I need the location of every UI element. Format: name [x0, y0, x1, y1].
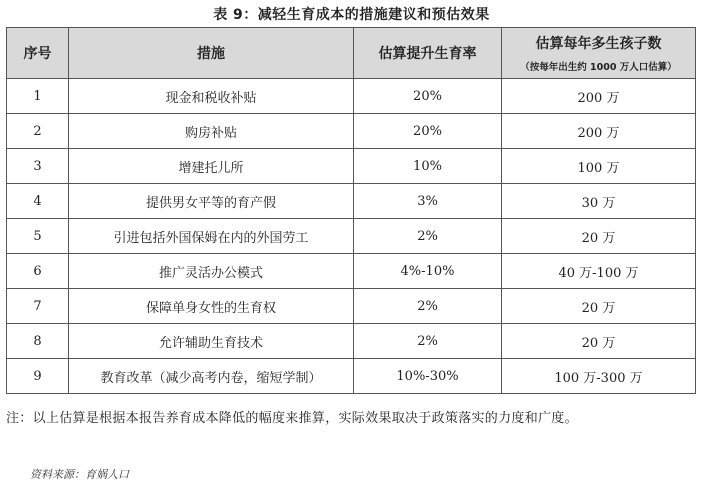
- cell-births: 20 万: [502, 289, 696, 324]
- header-births: [502, 28, 696, 79]
- table-row: [7, 289, 696, 324]
- cell-rate: 10%: [354, 149, 502, 184]
- cell-index: 3: [7, 149, 69, 184]
- table-header-row: [7, 28, 696, 79]
- cell-measure: 增建托儿所: [69, 149, 354, 184]
- cell-index: 2: [7, 114, 69, 149]
- cell-measure: 引进包括外国保姆在内的外国劳工: [69, 219, 354, 254]
- cell-rate: 10%-30%: [354, 359, 502, 394]
- cell-measure: 推广灵活办公模式: [69, 254, 354, 289]
- table-row: [7, 114, 696, 149]
- table-row: [7, 254, 696, 289]
- cell-births: 20 万: [502, 219, 696, 254]
- cell-births: 30 万: [502, 184, 696, 219]
- table-row: [7, 79, 696, 114]
- cell-rate: 20%: [354, 79, 502, 114]
- cell-rate: 3%: [354, 184, 502, 219]
- cell-index: 4: [7, 184, 69, 219]
- cell-measure: 现金和税收补贴: [69, 79, 354, 114]
- cell-measure: 教育改革（减少高考内卷，缩短学制）: [69, 359, 354, 394]
- cell-rate: 20%: [354, 114, 502, 149]
- source-line: 资料来源：育娲人口: [30, 468, 129, 481]
- cell-measure: 购房补贴: [69, 114, 354, 149]
- table-row: [7, 184, 696, 219]
- table-title: 表 9：减轻生育成本的措施建议和预估效果: [213, 7, 490, 23]
- cell-measure: 允许辅助生育技术: [69, 324, 354, 359]
- table-row: [7, 324, 696, 359]
- cell-rate: 2%: [354, 219, 502, 254]
- cell-measure: 保障单身女性的生育权: [69, 289, 354, 324]
- cell-births: 40 万-100 万: [502, 254, 696, 289]
- cell-births: 200 万: [502, 114, 696, 149]
- cell-births: 100 万: [502, 149, 696, 184]
- header-index: 序号: [7, 28, 69, 79]
- header-births-note: （按每年出生约 1000 万人口估算）: [520, 62, 677, 73]
- cell-index: 1: [7, 79, 69, 114]
- cell-index: 8: [7, 324, 69, 359]
- cell-rate: 4%-10%: [354, 254, 502, 289]
- cell-measure: 提供男女平等的育产假: [69, 184, 354, 219]
- table-row: [7, 219, 696, 254]
- measures-table: [6, 27, 696, 394]
- footnote: 注：以上估算是根据本报告养育成本降低的幅度来推算，实际效果取决于政策落实的力度和广度。: [6, 411, 578, 426]
- cell-index: 7: [7, 289, 69, 324]
- cell-births: 20 万: [502, 324, 696, 359]
- cell-index: 9: [7, 359, 69, 394]
- cell-index: 6: [7, 254, 69, 289]
- header-measure: 措施: [69, 28, 354, 79]
- header-births-label: 估算每年多生孩子数: [535, 36, 662, 52]
- cell-rate: 2%: [354, 289, 502, 324]
- table-row: [7, 359, 696, 394]
- table-row: [7, 149, 696, 184]
- cell-births: 100 万-300 万: [502, 359, 696, 394]
- header-rate: 估算提升生育率: [354, 28, 502, 79]
- cell-index: 5: [7, 219, 69, 254]
- cell-rate: 2%: [354, 324, 502, 359]
- cell-births: 200 万: [502, 79, 696, 114]
